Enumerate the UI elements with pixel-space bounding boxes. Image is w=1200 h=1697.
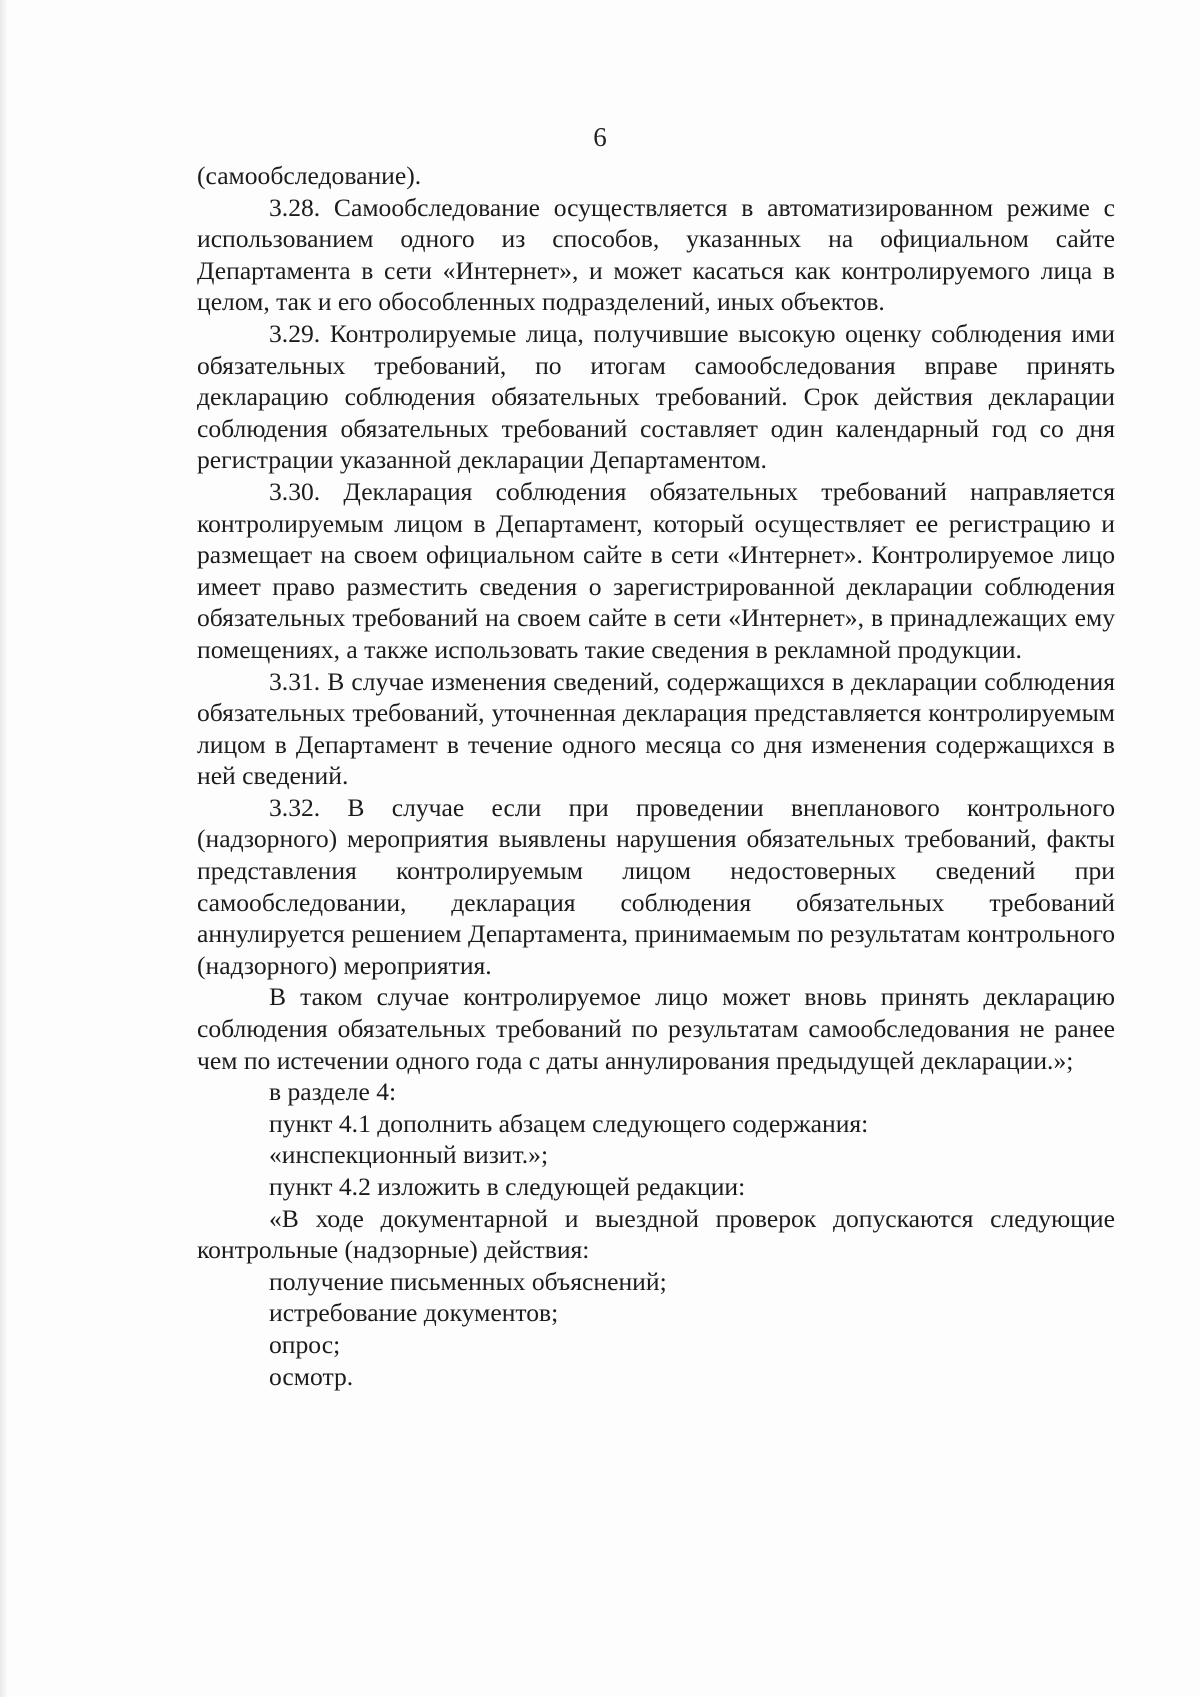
list-item-inspection: осмотр. <box>269 1361 354 1391</box>
scan-edge <box>0 0 8 1697</box>
paragraph-item-4-2: пункт 4.2 изложить в следующей редакции: <box>269 1172 746 1201</box>
list-item-explanations: получение письменных объяснений; <box>269 1266 667 1296</box>
paragraph-redeclaration: В таком случае контролируемое лицо может вновь принять декларацию соблюдения обязательных требований по результатам самообследования не ранее чем по истечении одного года с даты аннулирования предыдущей декларации.»; <box>197 982 1115 1075</box>
paragraph-3-29: 3.29. Контролируемые лица, получившие высокую оценку соблюдения ими обязательных требований, по итогам самообследования вправе принять декларацию соблюдения обязательных требований. Срок действия декларации соблюдения обязательных требований составляет один календарный год со дня регистрации указанной декларации Департаментом. <box>197 318 1115 475</box>
document-body <box>197 160 1115 1392</box>
paragraph-3-32: 3.32. В случае если при проведении внепланового контрольного (надзорного) мероприятия выявлены нарушения обязательных требований, факты представления контролируемым лицом недостоверных сведений при самообследовании, декларация соблюдения обязательных требований аннулируется решением Департамента, принимаемым по результатам контрольного (надзорного) мероприятия. <box>197 792 1115 980</box>
paragraph-actions-intro: «В ходе документарной и выездной проверок допускаются следующие контрольные (надзорные) действия: <box>197 1203 1115 1265</box>
paragraph-section-4: в разделе 4: <box>269 1077 397 1107</box>
paragraph-3-28: 3.28. Самообследование осуществляется в автоматизированном режиме с использованием одного из способов, указанных на официальном сайте Департамента в сети «Интернет», и может касаться как контролируемого лица в целом, так и его обособленных подразделений, иных объектов. <box>197 192 1115 317</box>
paragraph-3-30: 3.30. Декларация соблюдения обязательных требований направляется контролируемым лицом в Департамент, который осуществляет ее регистрацию и размещает на своем официальном сайте в сети «Интернет». Контролируемое лицо имеет право разместить сведения о зарегистрированной декларации соблюдения обязательных требований на своем сайте в сети «Интернет», в принадлежащих ему помещениях, а также использовать такие сведения в рекламной продукции. <box>197 476 1115 664</box>
paragraph-item-4-1: пункт 4.1 дополнить абзацем следующего содержания: <box>269 1108 869 1138</box>
paragraph-3-31: 3.31. В случае изменения сведений, содержащихся в декларации соблюдения обязательных требований, уточненная декларация представляется контролируемым лицом в Департамент в течение одного месяца со дня изменения содержащихся в ней сведений. <box>197 666 1115 791</box>
paragraph-continuation: (самообследование). <box>197 161 422 190</box>
paragraph-inspection-visit: «инспекционный визит.»; <box>269 1140 549 1170</box>
page-number: 6 <box>593 122 607 152</box>
list-item-documents: истребование документов; <box>269 1298 559 1328</box>
list-item-survey: опрос; <box>269 1329 341 1359</box>
